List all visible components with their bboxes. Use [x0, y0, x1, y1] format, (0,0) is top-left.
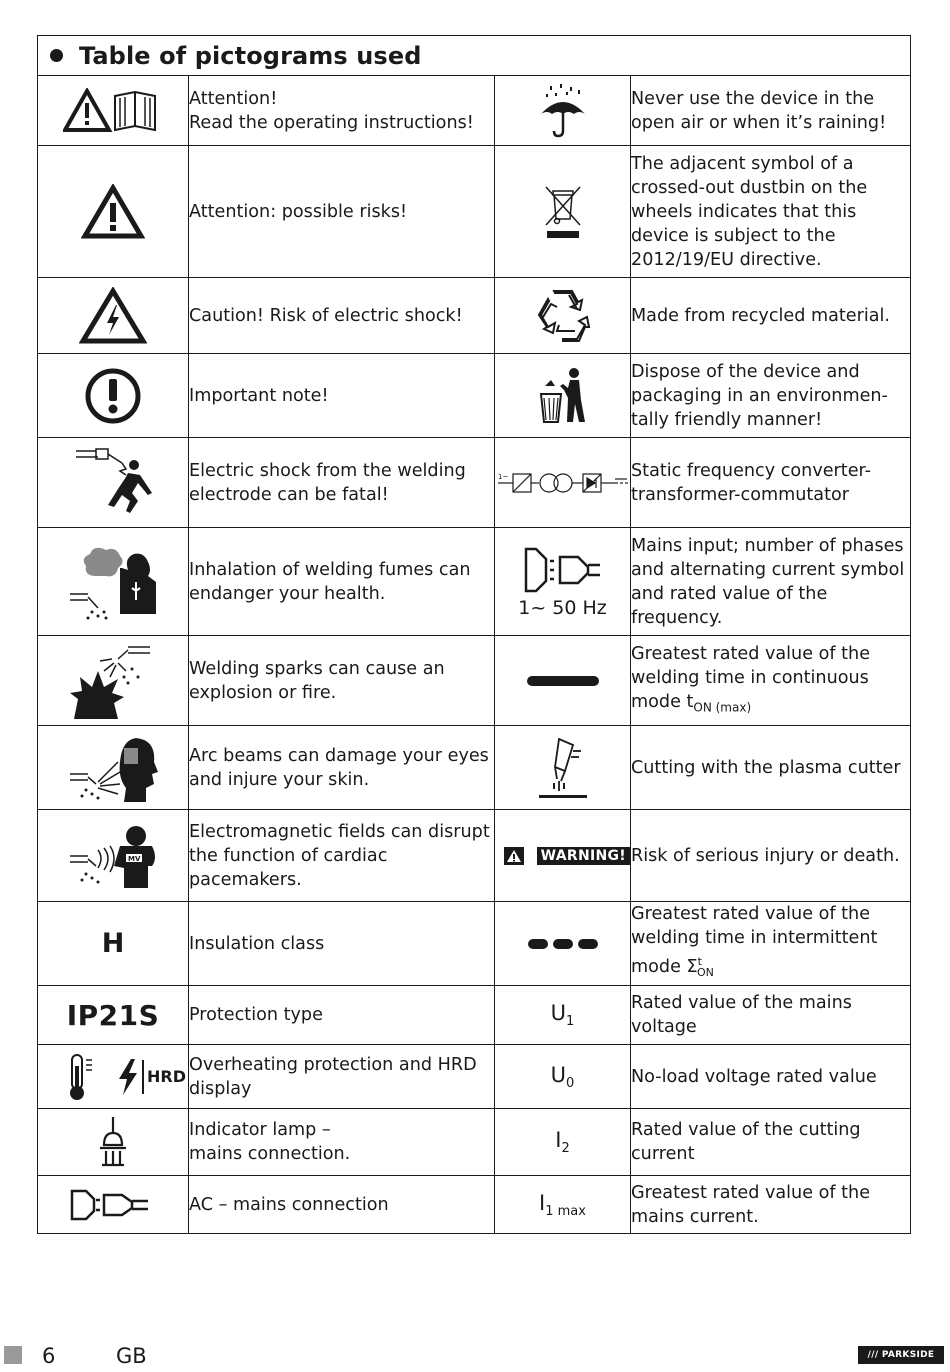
pictogram-description: Risk of serious injury or death. — [631, 810, 911, 902]
umbrella-rain-icon — [538, 84, 588, 138]
symbol-letter: I — [555, 1128, 562, 1153]
pictogram-description: AC – mains connection — [189, 1176, 495, 1234]
pictogram-description: Electric shock from the welding electrode can be fatal! — [189, 438, 495, 528]
symbol-subscript: 0 — [566, 1075, 575, 1091]
pictogram-description: Never use the device in the open air or when it’s raining! — [631, 76, 911, 146]
recycling-icon — [533, 287, 593, 345]
subscript-text: ON (max) — [693, 700, 752, 715]
warning-label-icon — [495, 847, 630, 865]
table-row — [38, 636, 911, 726]
arc-rays-face-icon — [66, 732, 160, 804]
pictogram-description: Mains input; number of phases and alternating current symbol and rated value of the frequency. — [631, 528, 911, 636]
pictogram-description: Greatest rated value of the mains current. — [631, 1176, 911, 1234]
pictogram-description: Rated value of the cutting current — [631, 1109, 911, 1176]
pictogram-description: Attention: possible risks! — [189, 146, 495, 278]
pictogram-description: Indicator lamp – mains connection. — [189, 1109, 495, 1176]
mains-lamp-plug-icon — [96, 1115, 130, 1169]
symbol-letter: I — [539, 1190, 546, 1215]
insulation-class-h-icon: H — [101, 928, 125, 960]
pictogram-description: The adjacent symbol of a crossed-out dustbin on the wheels indicates that this device is subject to the 2012/19/EU directive. — [631, 146, 911, 278]
current-i2-symbol — [495, 1109, 631, 1176]
symbol-letter: U — [550, 1062, 567, 1087]
superscript-text: t — [697, 955, 702, 968]
symbol-letter: U — [550, 1001, 567, 1026]
pictogram-description: Rated value of the mains voltage — [631, 986, 911, 1045]
svg-text:MV: MV — [128, 854, 141, 863]
current-i1max-symbol — [495, 1176, 631, 1234]
pictogram-description: Insulation class — [189, 902, 495, 986]
lightning-icon — [117, 1057, 139, 1097]
table-row — [38, 1045, 911, 1109]
pictogram-description: No-load voltage rated value — [631, 1045, 911, 1109]
pictogram-description: Electromagnetic fields can disrupt the function of cardiac pacemakers. — [189, 810, 495, 902]
bullet-icon — [50, 49, 63, 62]
pictogram-description: Cutting with the plasma cutter — [631, 726, 911, 810]
hrd-label: HRD — [147, 1067, 186, 1087]
electrode-shock-icon — [68, 447, 158, 519]
description-text: Greatest rated value of the welding time in continuous mode t — [631, 643, 871, 712]
table-row — [38, 986, 911, 1045]
protection-type-icon: IP21S — [66, 998, 160, 1032]
pictogram-description: Static frequency converter-transformer-commutator — [631, 438, 911, 528]
footer-square-marker — [4, 1346, 22, 1364]
pacemaker-emf-icon — [66, 818, 160, 894]
table-row — [38, 810, 911, 902]
continuous-bar-icon — [526, 675, 600, 687]
subscript-text: ON — [696, 966, 714, 980]
table-row — [38, 278, 911, 354]
frequency-converter-diagram-icon — [497, 469, 629, 497]
pictogram-description: Made from recycled material. — [631, 278, 911, 354]
ac-plug-icon — [68, 1188, 158, 1222]
table-row — [38, 902, 911, 986]
pictogram-description: Inhalation of welding fumes can endanger your health. — [189, 528, 495, 636]
table-row — [38, 354, 911, 438]
table-row — [38, 1109, 911, 1176]
pictogram-description: Dispose of the device and packaging in an environmen-tally friendly manner! — [631, 354, 911, 438]
frequency-label: 1~ 50 Hz — [518, 596, 607, 619]
crossed-out-wheelie-bin-icon — [543, 183, 583, 241]
warning-triangle-small-icon — [504, 847, 524, 865]
table-title-row — [38, 36, 911, 76]
electric-hazard-triangle-icon — [79, 287, 147, 345]
pictogram-description — [631, 902, 911, 986]
table-row — [38, 146, 911, 278]
pictogram-description: Arc beams can damage your eyes and injure your skin. — [189, 726, 495, 810]
description-text: Greatest rated value of the welding time in intermittent mode Σ — [631, 904, 878, 977]
pictogram-description: Attention! Read the operating instructions! — [189, 76, 495, 146]
pictogram-description: Caution! Risk of electric shock! — [189, 278, 495, 354]
warning-triangle-icon — [81, 184, 145, 240]
warning-label-text: WARNING! — [537, 847, 630, 865]
language-code: GB — [116, 1344, 147, 1368]
welding-sparks-explosion-icon — [68, 641, 158, 721]
thermometer-icon — [66, 1052, 96, 1102]
warning-triangle-and-manual-icon — [63, 88, 163, 134]
pictogram-description: Overheating protection and HRD display — [189, 1045, 495, 1109]
pictogram-description: Important note! — [189, 354, 495, 438]
pictogram-description: Protection type — [189, 986, 495, 1045]
table-row — [38, 438, 911, 528]
brand-logo: /// PARKSIDE — [858, 1346, 944, 1364]
symbol-subscript: 2 — [561, 1141, 570, 1157]
plasma-torch-icon — [535, 735, 591, 801]
table-row — [38, 1176, 911, 1234]
voltage-u1-symbol — [495, 986, 631, 1045]
person-dustbin-icon — [537, 366, 589, 426]
pictogram-description: Welding sparks can cause an explosion or fire. — [189, 636, 495, 726]
exclamation-circle-icon — [84, 367, 142, 425]
table-row — [38, 726, 911, 810]
page-number: 6 — [42, 1344, 56, 1368]
voltage-u0-symbol — [495, 1045, 631, 1109]
intermittent-bars-icon — [527, 938, 599, 950]
table-row — [38, 528, 911, 636]
symbol-subscript: 1 max — [545, 1203, 586, 1219]
mains-plug-icon — [520, 545, 606, 595]
symbol-subscript: 1 — [566, 1014, 575, 1030]
welding-fumes-icon — [66, 542, 160, 622]
svg-text:1~: 1~ — [497, 472, 508, 481]
pictogram-description — [631, 636, 911, 726]
pictogram-table — [37, 35, 911, 1234]
page-footer — [0, 1340, 950, 1372]
table-title: Table of pictograms used — [79, 41, 422, 70]
table-row — [38, 76, 911, 146]
